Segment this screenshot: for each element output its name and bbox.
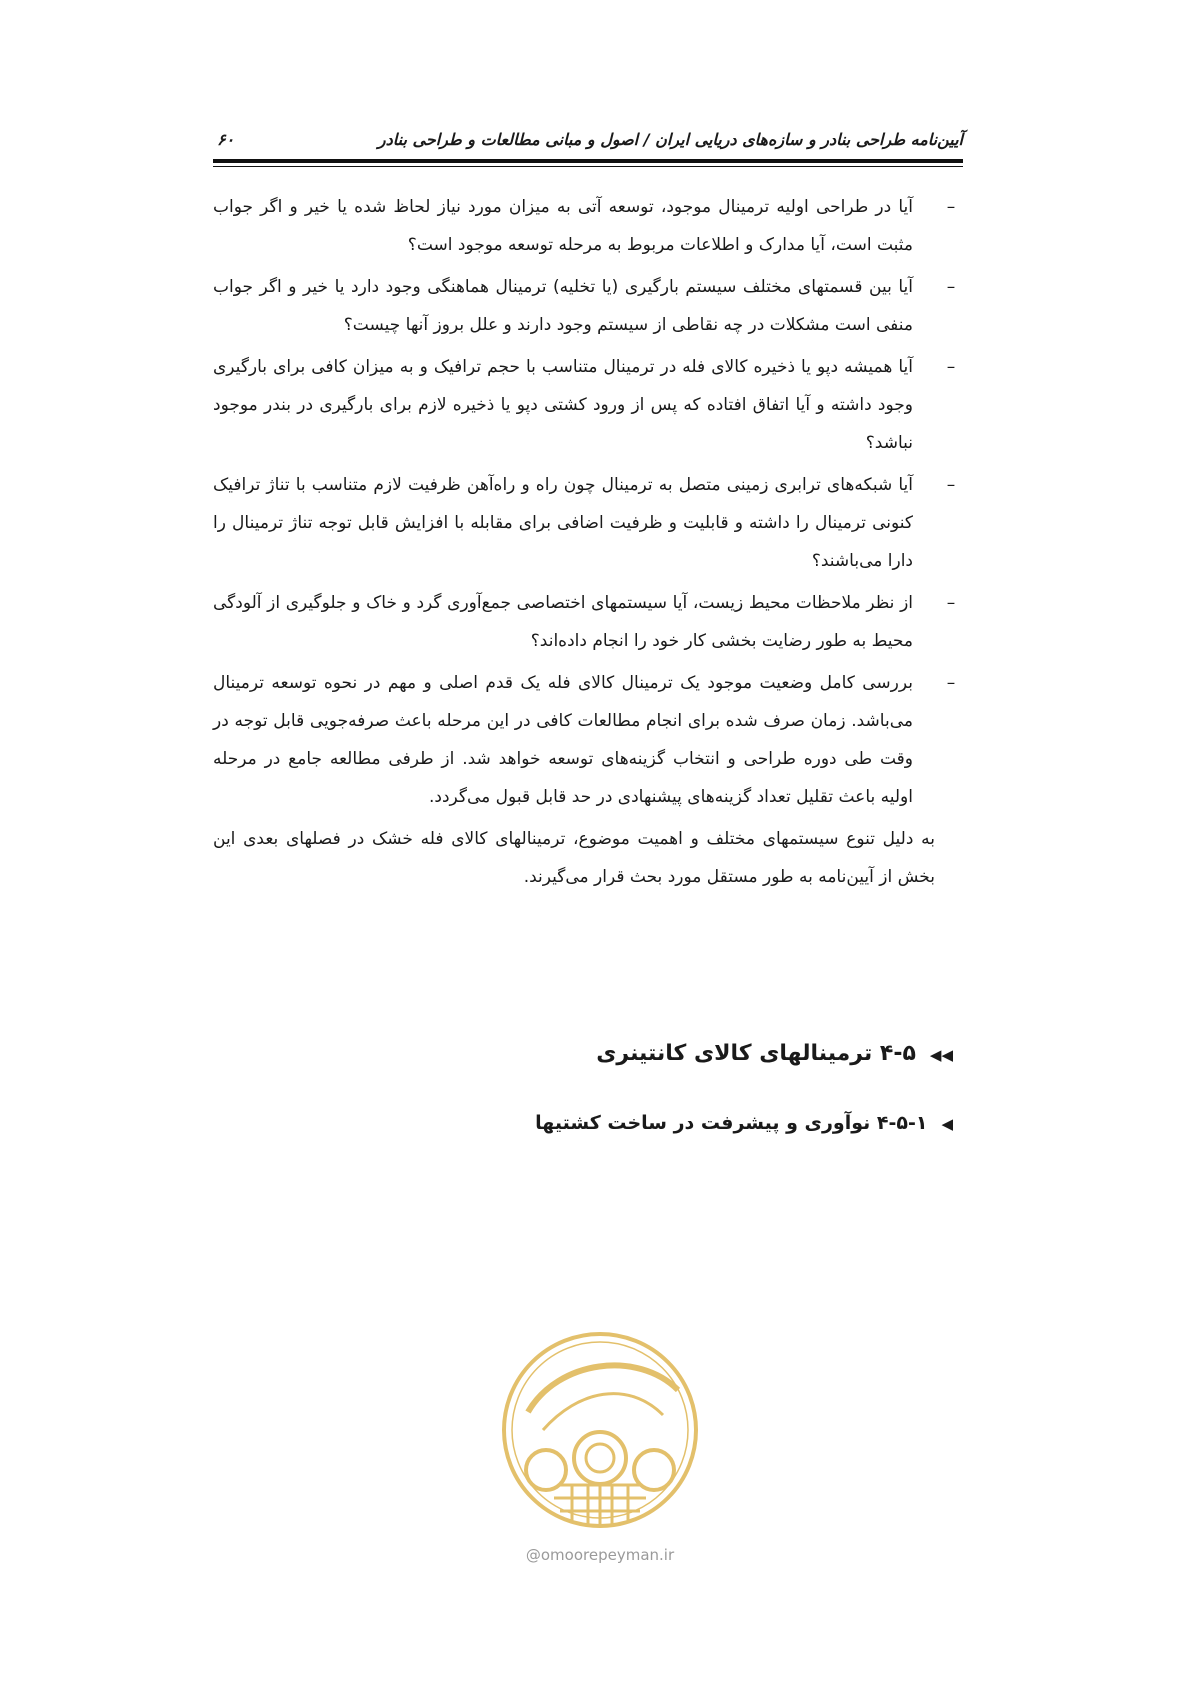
double-arrow-icon: ◀◀	[929, 1046, 953, 1064]
list-item	[213, 348, 963, 462]
closing-paragraph: به دلیل تنوع سیستمهای مختلف و اهمیت موضوع، ترمینالهای کالای فله خشک در فصلهای بعدی این بخش از آیین‌نامه به طور مستقل مورد بحث قرار می‌گیرند.	[213, 829, 935, 887]
header-rule-thin	[213, 166, 963, 167]
list-item-text: بررسی کامل وضعیت موجود یک ترمینال کالای فله یک قدم اصلی و مهم در نحوه توسعه ترمینال می‌باشد. زمان صرف شده برای انجام مطالعات کافی در این مرحله باعث صرفه‌جویی قابل توجه در وقت طی دوره طراحی و انتخاب گزینه‌های توسعه خواهد شد. از طرفی مطالعه جامع در مرحله اولیه باعث تقلیل تعداد گزینه‌های پیشنهادی در حد قابل قبول می‌گردد.	[213, 673, 913, 807]
list-item	[213, 188, 963, 264]
bullet-dash: –	[946, 593, 956, 613]
bullet-dash: –	[946, 357, 956, 377]
body-text	[213, 188, 963, 896]
subsection-number: ۴-۵-۱	[876, 1112, 928, 1134]
list-item-text: آیا همیشه دپو یا ذخیره کالای فله در ترمینال متناسب با حجم ترافیک و به میزان کافی برای بارگیری وجود داشته و آیا اتفاق افتاده که پس از ورود کشتی دپو یا ذخیره لازم برای بارگیری در بندر موجود نباشد؟	[213, 357, 913, 453]
watermark-seal-icon	[488, 1320, 712, 1540]
list-item-text: آیا بین قسمتهای مختلف سیستم بارگیری (یا تخلیه) ترمینال هماهنگی وجود دارد یا خیر و اگر جواب منفی است مشکلات در چه نقاطی از سیستم وجود دارند و علل بروز آنها چیست؟	[213, 277, 913, 335]
bullet-dash: –	[946, 673, 956, 693]
running-title: آیین‌نامه طراحی بنادر و سازه‌های دریایی ایران / اصول و مبانی مطالعات و طراحی بنادر	[377, 130, 963, 149]
arrow-icon: ◀	[941, 1115, 953, 1133]
section-heading	[213, 1041, 953, 1066]
bullet-dash: –	[946, 277, 956, 297]
list-item	[213, 466, 963, 580]
section-title: ترمینالهای کالای کانتینری	[596, 1041, 873, 1066]
list-item-text: آیا در طراحی اولیه ترمینال موجود، توسعه آتی به میزان مورد نیاز لحاظ شده یا خیر و اگر جواب مثبت است، آیا مدارک و اطلاعات مربوط به مرحله توسعه موجود است؟	[213, 197, 913, 255]
list-item-text: از نظر ملاحظات محیط زیست، آیا سیستمهای اختصاصی جمع‌آوری گرد و خاک و جلوگیری از آلودگی محیط به طور رضایت بخشی کار خود را انجام داده‌اند؟	[213, 593, 913, 651]
list-item-text: آیا شبکه‌های ترابری زمینی متصل به ترمینال چون راه و راه‌آهن ظرفیت لازم متناسب با تناژ ترافیک کنونی ترمینال را داشته و قابلیت و ظرفیت اضافی برای مقابله با افزایش قابل توجه تناژ ترمینال را دارا می‌باشند؟	[213, 475, 913, 571]
subsection-title: نوآوری و پیشرفت در ساخت کشتیها	[535, 1112, 871, 1134]
list-item	[213, 268, 963, 344]
header-rule-thick	[213, 159, 963, 163]
page-number: ۶۰	[217, 130, 235, 149]
list-item	[213, 584, 963, 660]
bullet-dash: –	[946, 475, 956, 495]
subsection-heading	[213, 1112, 953, 1134]
watermark-caption: @omoorepeyman.ir	[525, 1546, 675, 1564]
section-number: ۴-۵	[879, 1041, 916, 1066]
watermark-logo	[488, 1320, 712, 1570]
list-item	[213, 664, 963, 816]
page-header	[213, 122, 963, 156]
bullet-dash: –	[946, 197, 956, 217]
question-list	[213, 188, 963, 816]
